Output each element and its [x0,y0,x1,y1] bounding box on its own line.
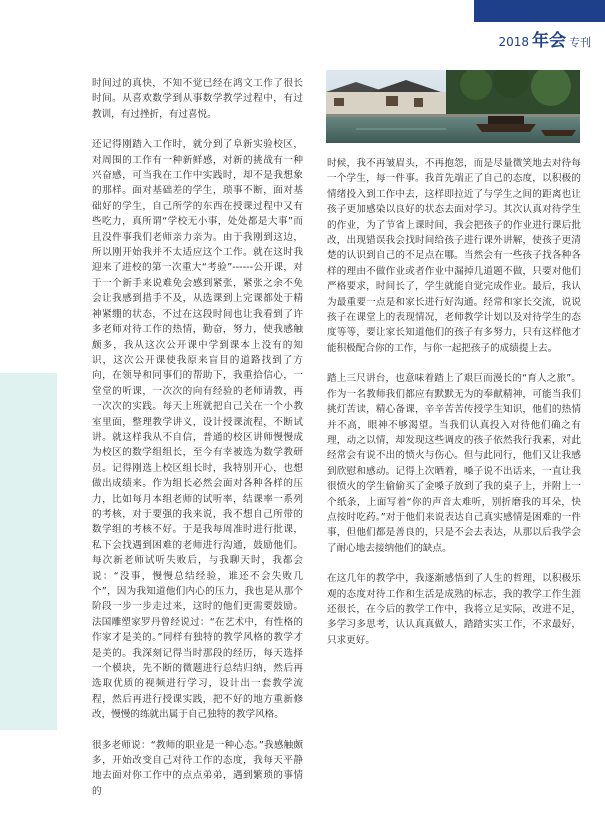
header-title-sub: 专刊 [569,36,591,49]
right-paragraph-2: 踏上三尺讲台，也意味着踏上了艰巨而漫长的“育人之旅”。作为一名教师我们都应有默默无为的奉献精神，可能当我们挑灯苦读，精心备课，辛辛苦苦传授学生知识，他们的热情并不高，眼神不够渴望。当我们认真投入对待他们确之有理，动之以情，却发现这些调皮的孩子依然我行我素，对此经常会有说不出的愤火与伤心。但与此同行，他们又让我感到欣慰和感动。记得上次晒着，嗓子说不出话来，一直让我很愤火的学生偷偷买了金嗓子放到了我的桌子上，并附上一个纸条，上面写着“你的声音太难听，别折磨我的耳朵，快点按时吃药。”对于他们来说表达自己真实感情是困难的一件事，但他们都是善良的，只是不会去表达，从那以后我学会了耐心地去接纳他们的缺点。 [327,373,581,554]
header-bar [474,0,605,22]
canal-town-photo-icon [326,70,580,143]
left-paragraph-1: 时间过的真快，不知不觉已经在鸿文工作了很长时间。从喜欢数学到从事数学教学过程中，有过教训，有过挫折，有过喜悦。 [92,78,303,120]
header-year: 2018 [498,35,529,49]
right-text-column [327,156,581,663]
header-title [498,26,591,51]
header-title-main: 年会 [532,31,566,51]
left-paragraph-3: 很多老师说：“教师的职业是一种心态。”我感触颇多，开始改变自己对待工作的态度，我每天平静地去面对你工作中的点点弟弟，遇到繁琐的事情的 [92,739,303,797]
right-paragraph-1: 时候，我不再皱眉头，不再抱怨，而是尽量微笑地去对待每一个学生，每一件事。我首先端正了自己的态度，以积极的情绪投入到工作中去，这样即拉近了与学生之间的距离也让孩子更加感染以良好的状态去面对学习。其次认真对待学生的作业，为了节省上课时间，我会把孩子的作业进行课后批改，出现错误我会找时间给孩子进行课外讲解，使孩子更清楚的认识到自己的不足点在哪。当然会有一些孩子找各种各样的理由不做作业或者作业中漏掉几道题不做，只要对他们严格要求，时间长了，学生就能自觉完成作业。最后，我认为最重要一点是和家长进行好沟通。经常和家长交流，说说孩子在课堂上的表现情况，老师教学计划以及对待学生的态度等等，要让家长知道他们的孩子有多努力，只有这样他才能积极配合你的工作，与你一起把孩子的成绩提上去。 [327,158,581,354]
left-paragraph-2: 还记得刚踏入工作时，就分到了阜新实验校区，对周围的工作有一种新鲜感，对新的挑战有一种兴奋感，可当我在工作中实践时，却不是我想象的那样。面对基础差的学生，琐事不断，面对基础好的学生，自己所学的东西在授课过程中又有些吃力，真所谓“学校无小事，处处都是大事”而且没件事我们老师亲力亲为。由于我刚到这边，所以刚开始我并不太适应这个工作。就在这时我迎来了进校的第一次重大“考验”------公开课，对于一个新手来说难免会感到紧张，紧张之余不免会让我感到措手不及，从选课到上完课都处于精神紧绷的状态，不过在这段时间也让我看到了许多老师对待工作的热情，勤奋，努力，使我感触颇多，我从这次公开课中学到课本上没有的知识，这次公开课使我原来盲目的道路找到了方向，在领导和同事们的帮助下，我重拾信心，一堂堂的听课，一次次的向有经验的老师请教，再一次次的实践。每天上班就把自己关在一个小教室里面，整理教学讲义，设计授课流程，不断试讲。就这样我从不自信，普通的校区讲师慢慢成为校区的数学组组长，至今有幸被选为数学教研员。记得刚选上校区组长时，我特别开心，也想做出成绩来。作为组长必然会面对各种各样的压力，比如每月本组老师的试听率，结课率一系列的考核，对于要强的我来说，我不想自己所带的数学组的考核不好。于是我每周准时进行批课，私下会找遇到困难的老师进行沟通，鼓励他们。每次新老师试听失败后，与我聊天时，我都会说：“没事，慢慢总结经验，谁还不会失败几个”，因为我知道他们内心的压力，我也是从那个阶段一步一步走过来，这时的他们更需要鼓励。法国雕塑家罗丹曾经说过：“在艺术中，有性格的作家才是美的。”同样有独特的教学风格的教学才是美的。我深刻记得当时那段的经历，每天选择一个模块，先不断的微题进行总结归纳，然后再选取优质的视频进行学习，设计出一套教学流程，然后再进行授课实践，把不好的地方重新修改，慢慢的练就出属于自己独特的教学风格。 [92,139,303,721]
left-text-column [92,76,303,814]
side-accent-bar [0,373,57,730]
right-paragraph-3: 在这几年的教学中，我逐渐感悟到了人生的哲理，以积极乐观的态度对待工作和生活是成熟的标志，我的教学工作生涯还很长，在今后的教学工作中，我将立足实际，改进不足，多学习多思考，认认真真做人，踏踏实实工作，不求最好，只求更好。 [327,573,581,646]
